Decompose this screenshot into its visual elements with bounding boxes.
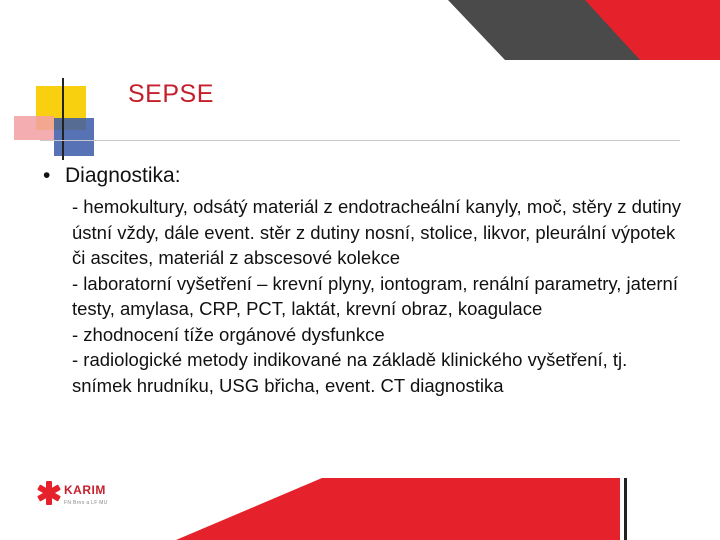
pink-square-decoration bbox=[14, 116, 54, 140]
paragraph-organ-dysfunction: - zhodnocení tíže orgánové dysfunkce bbox=[72, 323, 385, 345]
bottom-divider-line bbox=[624, 478, 627, 540]
logo-subtitle: FN Brno a LF MU bbox=[64, 500, 108, 506]
paragraph-samples: - hemokultury, odsátý materiál z endotracheální kanyly, moč, stěry z dutiny ústní vždy, dále event. stěr z dutiny nosní, stolice, likvor, pleurální výpotek či ascites, materiál z abscesové kolekce bbox=[72, 196, 682, 268]
bullet-heading-row bbox=[43, 164, 181, 188]
logo-name: KARIM bbox=[64, 483, 106, 497]
blue-square-decoration bbox=[54, 118, 94, 156]
bullet-heading: Diagnostika: bbox=[65, 164, 181, 187]
top-banner-decoration bbox=[0, 0, 720, 60]
title-vertical-line bbox=[62, 78, 64, 160]
bottom-red-shape bbox=[176, 478, 620, 540]
title-horizontal-line bbox=[40, 140, 680, 141]
paragraph-laboratory: - laboratorní vyšetření – krevní plyny, iontogram, renální parametry, jaterní testy, amylasa, CRP, PCT, laktát, krevní obraz, koagulace bbox=[72, 272, 678, 319]
body-text bbox=[72, 194, 682, 398]
slide-title: SEPSE bbox=[128, 80, 214, 108]
bottom-banner-decoration bbox=[0, 478, 720, 540]
paragraph-radiology: - radiologické metody indikované na základě klinického vyšetření, tj. snímek hrudníku, USG břicha, event. CT diagnostika bbox=[72, 349, 628, 396]
bottom-gray-shape bbox=[630, 478, 720, 540]
bullet-icon: • bbox=[43, 164, 51, 187]
